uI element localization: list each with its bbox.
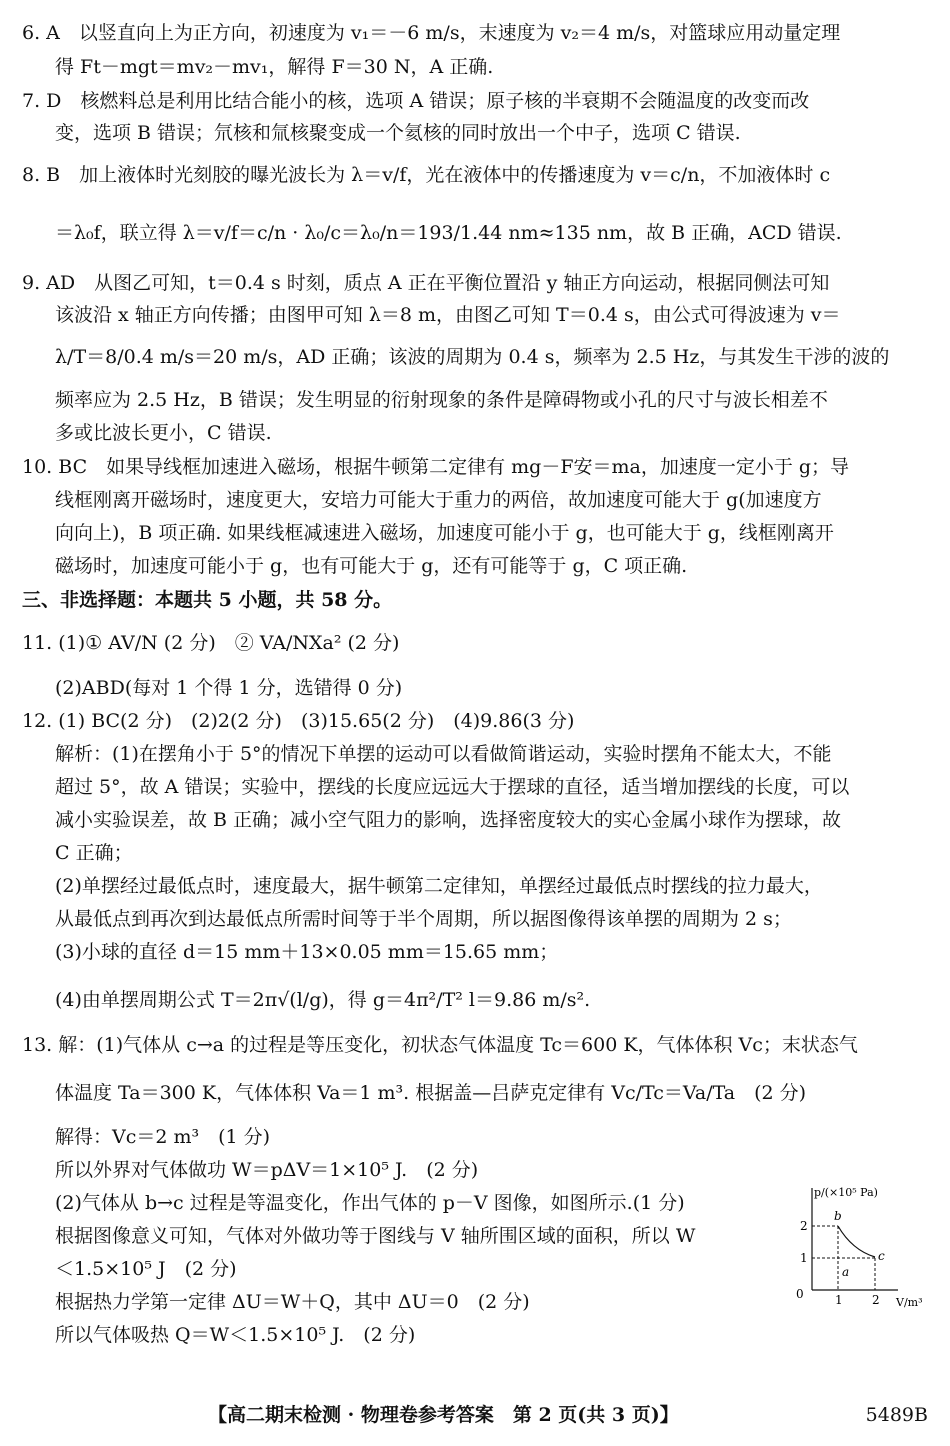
q12-line4: 减小实验误差，故 B 正确；减小空气阻力的影响，选择密度较大的实心金属小球作为摆球，故: [55, 809, 842, 831]
x-tick-2: 2: [872, 1293, 880, 1307]
q9-line5: 多或比波长更小，C 错误.: [55, 422, 272, 444]
q8-line2: ＝λ₀f，联立得 λ＝v/f＝c/n · λ₀/c＝λ₀/n＝193/1.44 nm≈135 nm，故 B 正确，ACD 错误.: [55, 222, 842, 244]
q9-line2: 该波沿 x 轴正方向传播；由图甲可知 λ＝8 m，由图乙可知 T＝0.4 s，由公式可得波速为 v＝: [55, 304, 841, 326]
q12-line8: (3)小球的直径 d＝15 mm＋13×0.05 mm＝15.65 mm；: [55, 941, 559, 963]
q12-line1: 12. (1) BC(2 分) (2)2(2 分) (3)15.65(2 分) (4)9.86(3 分): [22, 710, 575, 732]
q13-line4: 所以外界对气体做功 W＝pΔV＝1×10⁵ J. (2 分): [55, 1159, 479, 1181]
q13-line8: 根据热力学第一定律 ΔU＝W＋Q，其中 ΔU＝0 (2 分): [55, 1291, 530, 1313]
q13-line2: 体温度 Ta＝300 K，气体体积 Va＝1 m³. 根据盖—吕萨克定律有 Vc/Tc＝Va/Ta (2 分): [55, 1082, 807, 1104]
q11-line1: 11. (1)① AV/N (2 分) ② VA/NXa² (2 分): [22, 632, 400, 654]
q9-line3: λ/T＝8/0.4 m/s＝20 m/s，AD 正确；该波的周期为 0.4 s，频率为 2.5 Hz，与其发生干涉的波的: [55, 346, 890, 368]
q12-line6: (2)单摆经过最低点时，速度最大，据牛顿第二定律知，单摆经过最低点时摆线的拉力最大，: [55, 875, 823, 897]
q13-line3: 解得：Vc＝2 m³ (1 分): [55, 1126, 271, 1148]
q8-line1: 8. B 加上液体时光刻胶的曝光波长为 λ＝v/f，光在液体中的传播速度为 v＝c/n，不加液体时 c: [22, 164, 831, 186]
q13-line1: 13. 解：(1)气体从 c→a 的过程是等压变化，初状态气体温度 Tc＝600 K，气体体积 Vc；末状态气: [22, 1034, 858, 1056]
q13-line9: 所以气体吸热 Q＝W＜1.5×10⁵ J. (2 分): [55, 1324, 416, 1346]
pv-graph: [790, 1180, 940, 1310]
page-footer: [0, 1400, 950, 1430]
q10-line3: 向向上)，B 项正确. 如果线框减速进入磁场，加速度可能小于 g，也可能大于 g，线框刚离开: [55, 522, 834, 544]
footer-code: 5489B: [865, 1404, 928, 1426]
q12-line7: 从最低点到再次到达最低点所需时间等于半个周期，所以据图像得该单摆的周期为 2 s；: [55, 908, 792, 930]
q12-line9: (4)由单摆周期公式 T＝2π√(l/g)，得 g＝4π²/T² l＝9.86 m/s².: [55, 989, 591, 1011]
q9-line1: 9. AD 从图乙可知，t＝0.4 s 时刻，质点 A 正在平衡位置沿 y 轴正方向运动，根据同侧法可知: [22, 272, 830, 294]
q12-line2: 解析：(1)在摆角小于 5°的情况下单摆的运动可以看做简谐运动，实验时摆角不能太大，不能: [55, 743, 832, 765]
q10-line4: 磁场时，加速度可能小于 g，也有可能大于 g，还有可能等于 g，C 项正确.: [55, 555, 688, 577]
origin-label: 0: [796, 1287, 804, 1301]
q10-line1: 10. BC 如果导线框加速进入磁场，根据牛顿第二定律有 mg－F安＝ma，加速度一定小于 g；导: [22, 456, 850, 478]
q13-line7: ＜1.5×10⁵ J (2 分): [55, 1258, 237, 1280]
isotherm-curve: [838, 1226, 875, 1257]
q11-line2: (2)ABD(每对 1 个得 1 分，选错得 0 分): [55, 677, 403, 699]
q6-line1: 6. A 以竖直向上为正方向，初速度为 v₁＝－6 m/s，末速度为 v₂＝4 m/s，对篮球应用动量定理: [22, 22, 841, 44]
x-axis-label: V/m³: [896, 1296, 923, 1309]
q13-line5: (2)气体从 b→c 过程是等温变化，作出气体的 p－V 图像，如图所示.(1 分): [55, 1192, 685, 1214]
q10-line2: 线框刚离开磁场时，速度更大，安培力可能大于重力的两倍，故加速度可能大于 g(加速度方: [55, 489, 822, 511]
section-3-heading: 三、非选择题：本题共 5 小题，共 58 分。: [22, 589, 393, 611]
point-a-label: a: [842, 1265, 850, 1279]
point-c-label: c: [878, 1249, 885, 1263]
q6-line2: 得 Ft－mgt＝mv₂－mv₁，解得 F＝30 N，A 正确.: [55, 56, 494, 78]
q12-line5: C 正确；: [55, 842, 133, 864]
q12-line3: 超过 5°，故 A 错误；实验中，摆线的长度应远远大于摆球的直径，适当增加摆线的长度，可以: [55, 776, 850, 798]
q9-line4: 频率应为 2.5 Hz，B 错误；发生明显的衍射现象的条件是障碍物或小孔的尺寸与波长相差不: [55, 389, 828, 411]
y-axis-label: p/(×10⁵ Pa): [814, 1186, 878, 1199]
footer-title: 【高二期末检测 · 物理卷参考答案 第 2 页(共 3 页)】: [208, 1404, 679, 1426]
q7-line2: 变，选项 B 错误；氘核和氚核聚变成一个氦核的同时放出一个中子，选项 C 错误.: [55, 122, 741, 144]
y-tick-2: 2: [800, 1219, 808, 1233]
y-tick-1: 1: [800, 1251, 808, 1265]
point-b-label: b: [834, 1209, 842, 1223]
q13-line6: 根据图像意义可知，气体对外做功等于图线与 V 轴所围区域的面积，所以 W: [55, 1225, 696, 1247]
q7-line1: 7. D 核燃料总是利用比结合能小的核，选项 A 错误；原子核的半衰期不会随温度的改变而改: [22, 90, 810, 112]
x-tick-1: 1: [835, 1293, 843, 1307]
